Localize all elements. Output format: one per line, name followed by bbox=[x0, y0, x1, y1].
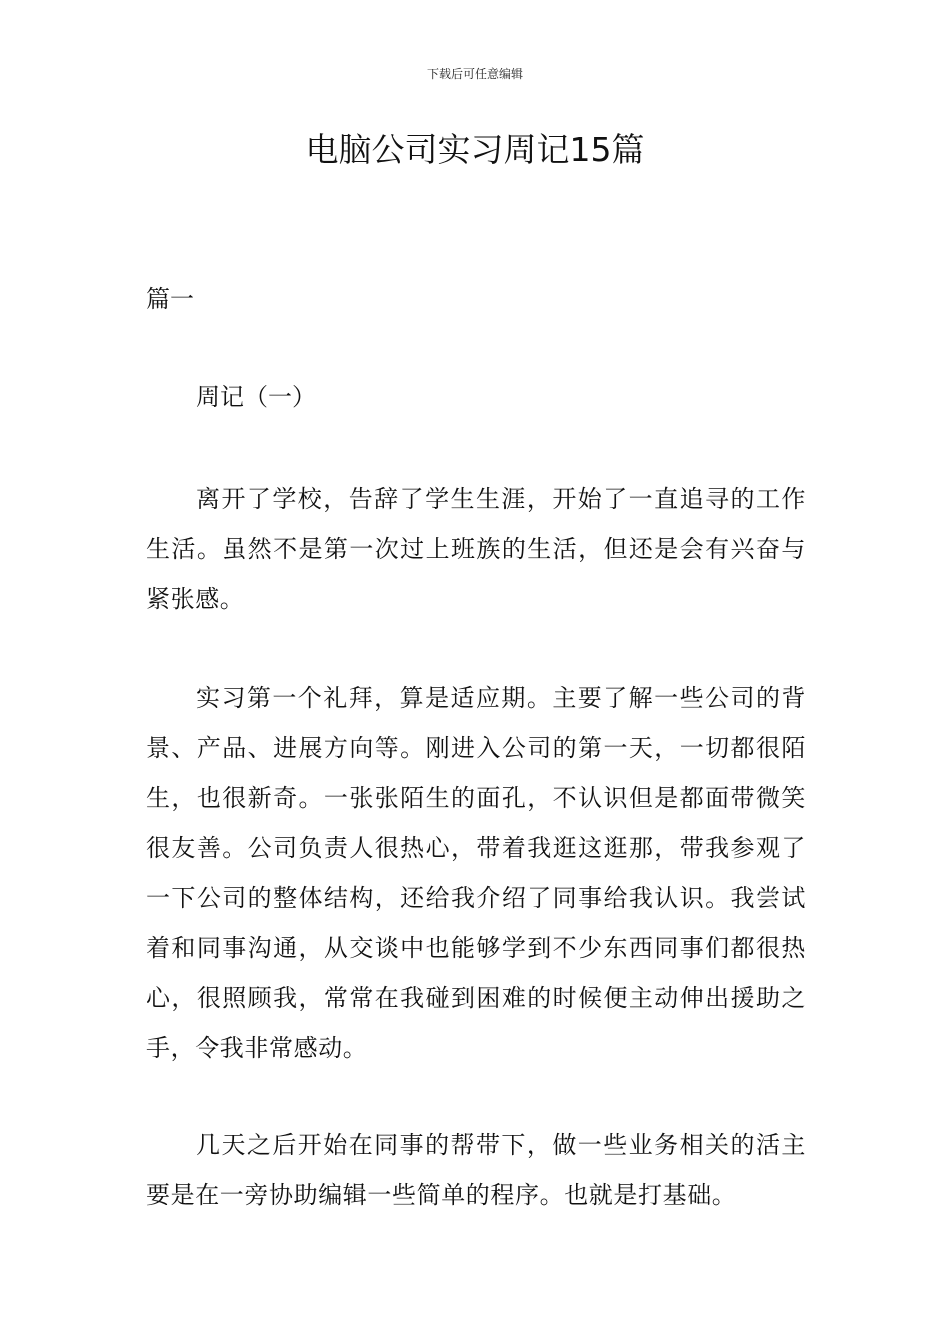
week-heading: 周记（一） bbox=[196, 383, 316, 411]
paragraph: 离开了学校，告辞了学生生涯，开始了一直追寻的工作生活。虽然不是第一次过上班族的生活，但还是会有兴奋与紧张感。 bbox=[146, 485, 806, 613]
section-label: 篇一 bbox=[146, 285, 194, 313]
paragraph: 几天之后开始在同事的帮带下，做一些业务相关的活主要是在一旁协助编辑一些简单的程序。也就是打基础。 bbox=[146, 1131, 806, 1209]
header-note: 下载后可任意编辑 bbox=[426, 67, 523, 81]
paragraph: 实习第一个礼拜，算是适应期。主要了解一些公司的背景、产品、进展方向等。刚进入公司的第一天，一切都很陌生，也很新奇。一张张陌生的面孔，不认识但是都面带微笑很友善。公司负责人很热心，带着我逛这逛那，带我参观了一下公司的整体结构，还给我介绍了同事给我认识。我尝试着和同事沟通，从交谈中也能够学到不少东西同事们都很热心，很照顾我，常常在我碰到困难的时候便主动伸出援助之手，令我非常感动。 bbox=[146, 684, 806, 1062]
document-title: 电脑公司实习周记15篇 bbox=[305, 130, 645, 169]
